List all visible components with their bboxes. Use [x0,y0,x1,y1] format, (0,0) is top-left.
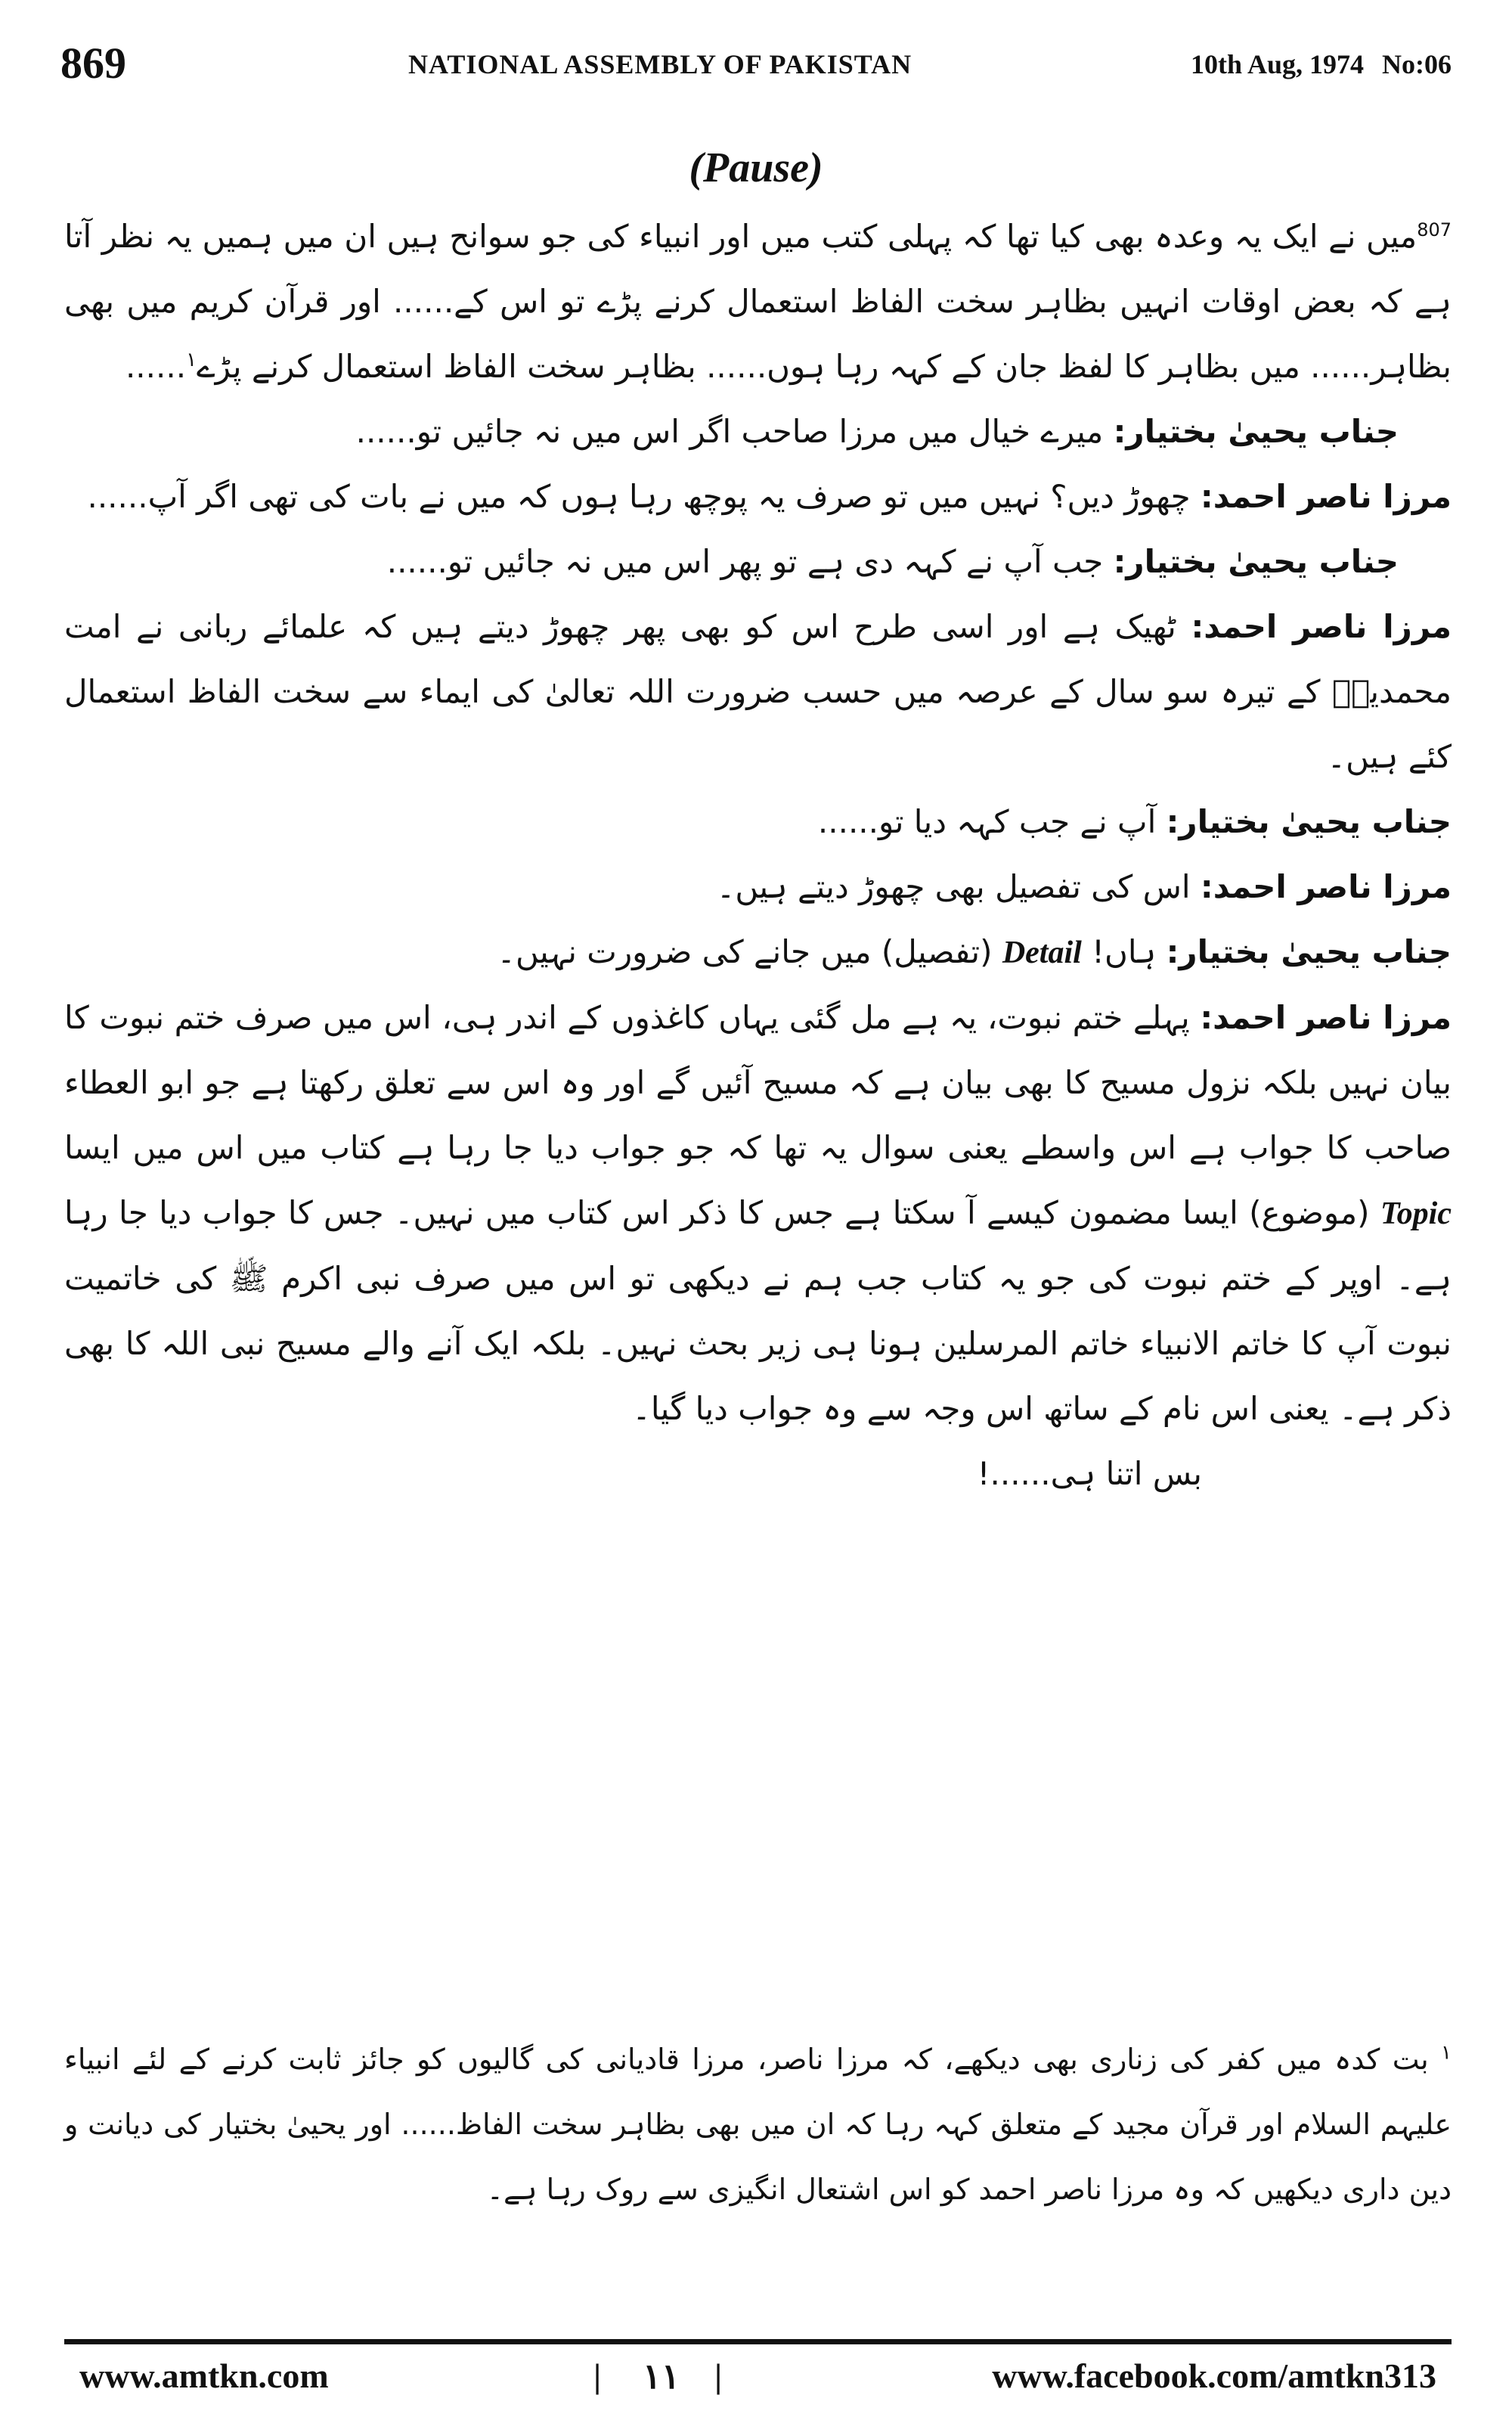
reference-number: 807 [1417,219,1452,240]
dialogue-text: چھوڑ دیں؟ نہیں میں تو صرف یہ پوچھ رہا ہوں کہ میں نے بات کی تھی اگر آپ...... [87,478,1191,515]
dialogue-text: (تفصیل) میں جانے کی ضرورت نہیں۔ [497,933,993,970]
speaker-name: جناب یحییٰ بختیار: [1166,933,1452,970]
english-term: Detail [1002,935,1082,970]
footer-divider [64,2339,1452,2344]
dialogue-text: (موضوع) ایسا مضمون کیسے آ سکتا ہے جس کا ذکر اس کتاب میں نہیں۔ جس کا جواب دیا جا رہا ہے۔ اوپر کے ختم نبوت کی جو یہ کتاب جب ہم نے دیکھی تو اس میں صرف نبی اکرم ﷺ کی خاتمیت نبوت آپ کا خاتم الانبیاء خاتم المرسلین ہونا ہی زیر بحث نہیں۔ بلکہ ایک آنے والے مسیح نبی اللہ کا بھی ذکر ہے۔ یعنی اس نام کے ساتھ اس وجہ سے وہ جواب دیا گیا۔ [64,1194,1452,1427]
dialogue-text: پہلے ختم نبوت، یہ ہے مل گئی یہاں کاغذوں کے اندر ہی، اس میں صرف ختم نبوت کا بیان نہیں بلکہ نزول مسیح کا بھی بیان ہے کہ مسیح آئیں گے اور وہ اس سے تعلق رکھتا ہے جو ابو العطاء صاحب کا جواب ہے اس واسطے یعنی سوال یہ تھا کہ جو جواب دیا جا رہا ہے کتاب میں اس میں ایسا [64,999,1452,1166]
footnote-marker: ۱ [186,349,197,371]
dialogue-line [64,790,1452,855]
page-footer [64,2356,1452,2401]
facebook-link[interactable]: www.facebook.com/amtkn313 [992,2356,1436,2395]
paragraph-tail: ...... [125,348,187,385]
dialogue-line [64,985,1452,1441]
dialogue-text: ہاں! [1092,933,1157,970]
page-number: 869 [60,39,126,88]
dialogue-line [64,529,1452,594]
dialogue-line [64,594,1452,790]
header-title: NATIONAL ASSEMBLY OF PAKISTAN [408,49,912,79]
closing-line: بس اتنا ہی......! [977,1455,1202,1492]
footnote-text: بت کدہ میں کفر کی زناری بھی دیکھے، کہ مرزا ناصر، مرزا قادیانی کی گالیوں کو جائز ثابت کرنے کے لئے انبیاء علیہم السلام اور قرآن مجید کے متعلق کہہ رہا کہ ان میں بھی بظاہر سخت الفاظ...... اور یحییٰ بختیار کی دیانت و دین داری دیکھیں کہ وہ مرزا ناصر احمد کو اس اشتعال انگیزی سے روک رہا ہے۔ [64,2043,1452,2206]
transcript-body [64,204,1452,1506]
speaker-name: مرزا ناصر احمد: [1200,868,1452,905]
header-issue: No:06 [1382,49,1452,79]
paragraph-opening [64,204,1452,399]
speaker-name: مرزا ناصر احمد: [1200,478,1452,515]
header-date-issue [1191,48,1452,80]
dialogue-text: ٹھیک ہے اور اسی طرح اس کو بھی پھر چھوڑ دیتے ہیں کہ علمائے ربانی نے امت محمدیہؐ کے تیرہ سو سال کے عرصہ میں حسب ضرورت اللہ تعالیٰ کی ایماء سے سخت الفاظ استعمال کئے ہیں۔ [64,608,1452,775]
website-link[interactable]: www.amtkn.com [79,2356,329,2395]
dialogue-text: آپ نے جب کہہ دیا تو...... [817,803,1157,840]
speaker-name: مرزا ناصر احمد: [1200,999,1452,1036]
pause-label: (Pause) [689,144,823,191]
page-header [60,38,1452,98]
dialogue-line [64,920,1452,985]
footnote [64,2027,1452,2222]
header-date: 10th Aug, 1974 [1190,49,1364,79]
dialogue-text: میرے خیال میں مرزا صاحب اگر اس میں نہ جائیں تو...... [355,413,1104,450]
dialogue-line [64,399,1452,464]
footnote-number: ۱ [1441,2041,1452,2065]
speaker-name: جناب یحییٰ بختیار: [1166,803,1452,840]
footer-separator: | [714,2356,723,2395]
footer-mark: ۱۱ [643,2357,680,2396]
dialogue-text: اس کی تفصیل بھی چھوڑ دیتے ہیں۔ [716,868,1191,905]
footer-separator: | [593,2356,602,2395]
speaker-name: جناب یحییٰ بختیار: [1113,413,1399,450]
dialogue-line [64,855,1452,920]
speaker-name: مرزا ناصر احمد: [1191,608,1452,645]
paragraph-text: میں نے ایک یہ وعدہ بھی کیا تھا کہ پہلی کتب میں اور انبیاء کی جو سوانح ہیں ان میں ہمیں یہ نظر آتا ہے کہ بعض اوقات انہیں بظاہر سخت الفاظ استعمال کرنے پڑے تو اس کے...... اور قرآن کریم میں بھی بظاہر...... میں بظاہر کا لفظ جان کے کہہ رہا ہوں...... بظاہر سخت الفاظ استعمال کرنے پڑے [64,218,1452,385]
speaker-name: جناب یحییٰ بختیار: [1113,543,1399,580]
dialogue-text: جب آپ نے کہہ دی ہے تو پھر اس میں نہ جائیں تو...... [386,543,1104,580]
english-term: Topic [1380,1196,1452,1231]
dialogue-line [64,464,1452,529]
